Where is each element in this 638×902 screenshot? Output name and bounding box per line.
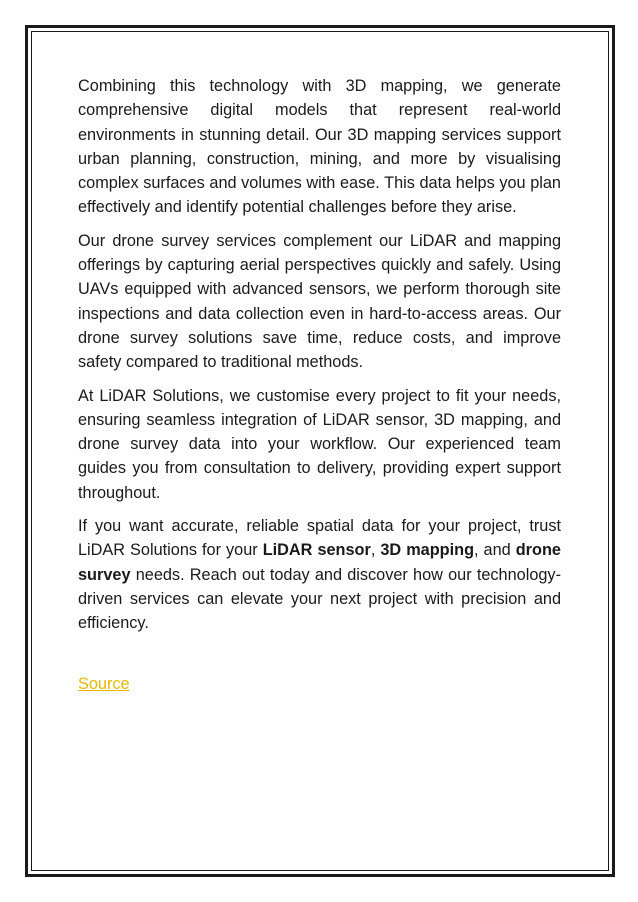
- document-body: [78, 74, 561, 645]
- closing-bold-3d-mapping: 3D mapping: [380, 541, 475, 560]
- closing-bold-drone-survey: drone survey: [78, 541, 561, 584]
- closing-text-3: , and: [474, 541, 516, 560]
- paragraph-3d-mapping: Combining this technology with 3D mapping, we generate comprehensive digital models that represent real-world environments in stunning detail. Our 3D mapping services support urban planning, construction, mining, and more by visualising complex surfaces and volumes with ease. This data helps you plan effectively and identify potential challenges before they arise.: [78, 77, 561, 217]
- closing-text-1: If you want accurate, reliable spatial data for your project, trust LiDAR Solutions for your: [78, 517, 561, 560]
- closing-text-2: ,: [370, 541, 381, 560]
- paragraph-drone-survey: Our drone survey services complement our LiDAR and mapping offerings by capturing aerial perspectives quickly and safely. Using UAVs equipped with advanced sensors, we perform thorough site inspections and data collection even in hard-to-access areas. Our drone survey solutions save time, reduce costs, and improve safety compared to traditional methods.: [78, 231, 561, 372]
- source-link[interactable]: Source: [78, 675, 130, 693]
- paragraph-customise: At LiDAR Solutions, we customise every project to fit your needs, ensuring seamless integration of LiDAR sensor, 3D mapping, and drone survey data into your workflow. Our experienced team guides you from consultation to delivery, providing expert support throughout.: [78, 386, 561, 502]
- closing-text-4: needs. Reach out today and discover how our technology-driven services can elevate your next project with precision and efficiency.: [78, 565, 561, 633]
- closing-bold-lidar-sensor: LiDAR sensor: [262, 541, 371, 560]
- paragraph-closing: [78, 514, 561, 635]
